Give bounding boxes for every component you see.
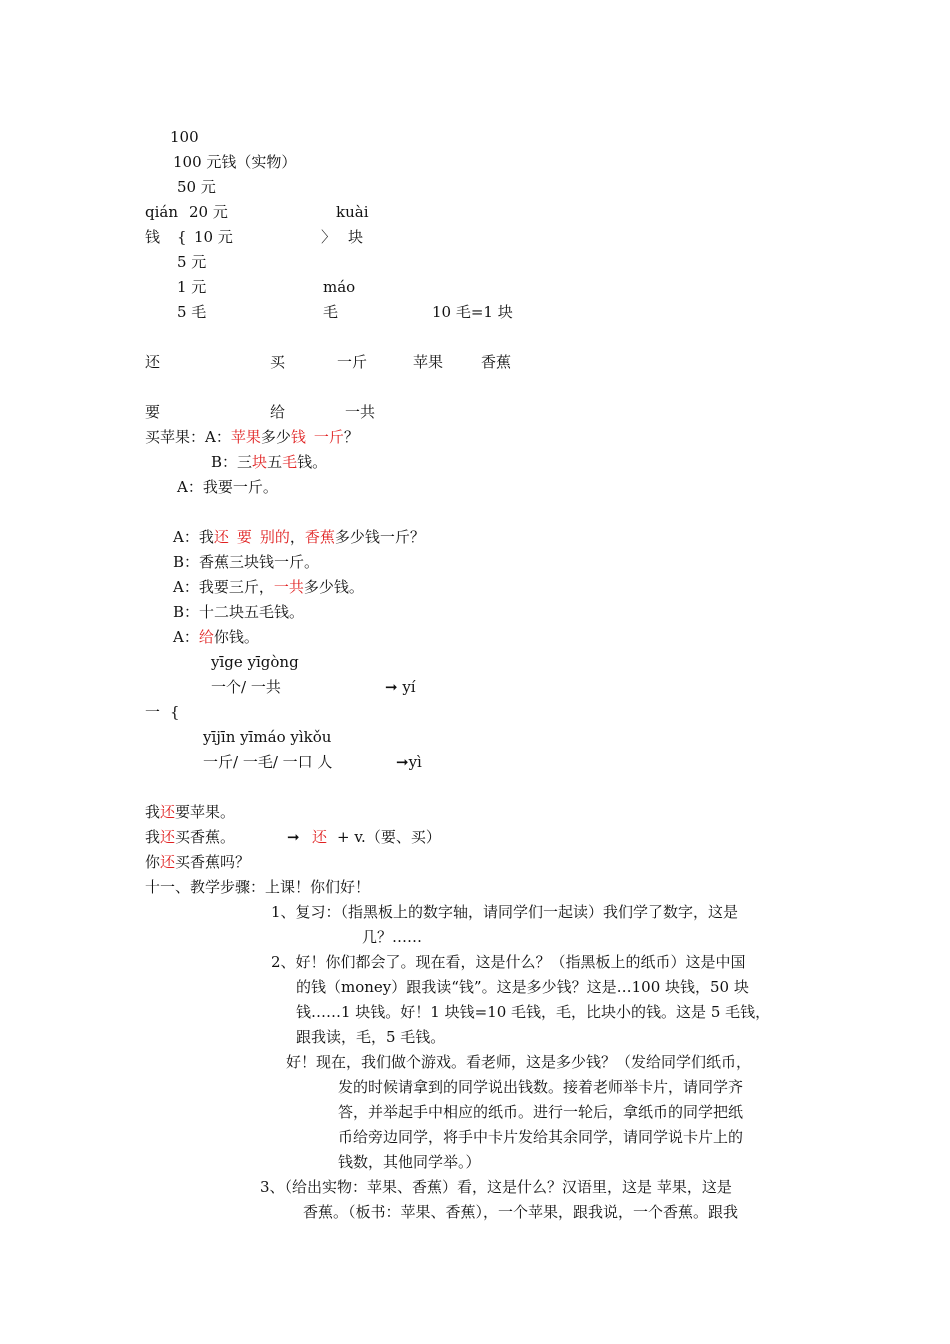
step-2-line: 的钱（money）跟我读“钱”。这是多少钱？这是…100 块钱，50 块 [296, 978, 749, 996]
text: 你 [145, 853, 161, 871]
keyword: 香蕉 [304, 528, 335, 546]
keyword: 块 [252, 453, 268, 471]
speaker: B： [211, 453, 238, 471]
section-heading: 十一、教学步骤：上课！你们好！ [145, 878, 371, 896]
keyword: 毛 [282, 453, 298, 471]
game-line: 答，并举起手中相应的纸币。进行一轮后，拿纸币的同学把纸 [338, 1103, 744, 1121]
chart-20: 20 元 [189, 203, 228, 221]
dialog-line [173, 628, 259, 646]
text: 多少钱。 [303, 578, 364, 596]
keyword: 还 [160, 828, 176, 846]
qian-char: 钱 [145, 228, 161, 246]
vocab-word: 买 [270, 353, 286, 371]
keyword: 一共 [273, 578, 304, 596]
game-line: 发的时候请拿到的同学说出钱数。接着老师举卡片，请同学齐 [338, 1078, 744, 1096]
chart-1: 1 元 [177, 278, 207, 296]
vocab-word: 还 [145, 353, 161, 371]
keyword: 还 [213, 528, 229, 546]
keyword: 还 [160, 853, 176, 871]
keyword: 一斤 [313, 428, 344, 446]
example-sentence [145, 828, 235, 846]
text: 多少钱一斤？ [334, 528, 425, 546]
pattern-line [312, 828, 441, 846]
chart-100-real: 100 元钱（实物） [173, 153, 297, 171]
pinyin-line: yījīn yīmáo yìkǒu [203, 728, 332, 746]
chart-10: 10 元 [194, 228, 233, 246]
keyword: 还 [160, 803, 176, 821]
mao-pinyin: máo [323, 278, 356, 296]
text: 我 [145, 828, 161, 846]
arrow-yi-rising: ➞ yí [385, 678, 416, 696]
step-3-line: 香蕉。（板书：苹果、香蕉），一个苹果，跟我说，一个香蕉。跟我 [303, 1203, 739, 1221]
keyword: 钱 [290, 428, 306, 446]
dialog-line: B：十二块五毛钱。 [173, 603, 305, 621]
chart-5: 5 元 [177, 253, 207, 271]
arrow: ➞ [287, 828, 300, 846]
text: ？ [343, 428, 359, 446]
text: 钱。 [297, 453, 328, 471]
dialog-line [145, 428, 359, 446]
mao-char: 毛 [323, 303, 339, 321]
yi-char: 一 [145, 703, 161, 721]
example-sentence [145, 803, 235, 821]
keyword: 要 [236, 528, 252, 546]
kuai-pinyin: kuài [336, 203, 369, 221]
dialog-label: 买苹果：A： [145, 428, 231, 446]
keyword: 给 [198, 628, 214, 646]
vocab-word: 给 [270, 403, 286, 421]
pattern: + v.（要、买） [337, 828, 441, 846]
brace-left: { [177, 228, 187, 246]
vocab-word: 香蕉 [481, 353, 512, 371]
vocab-word: 要 [145, 403, 161, 421]
kuai-char: 块 [348, 228, 364, 246]
text: 你钱。 [213, 628, 259, 646]
text: 多少 [260, 428, 291, 446]
dialog-line: B：香蕉三块钱一斤。 [173, 553, 320, 571]
pinyin-line: yīge yīgòng [211, 653, 299, 671]
text: A：我要三斤， [173, 578, 274, 596]
text: 三 [237, 453, 253, 471]
brace-right: 〉 [321, 228, 337, 246]
text: 五 [267, 453, 283, 471]
step-1-line: 1、复习：（指黑板上的数字轴，请同学们一起读）我们学了数字，这是 [271, 903, 739, 921]
chart-100: 100 [170, 128, 199, 146]
vocab-word: 一斤 [337, 353, 368, 371]
game-line: 好！现在，我们做个游戏。看老师，这是多少钱？（发给同学们纸币， [286, 1053, 752, 1071]
step-3-line: 3、（给出实物：苹果、香蕉）看，这是什么？汉语里，这是 苹果，这是 [260, 1178, 732, 1196]
chart-50: 50 元 [177, 178, 216, 196]
vocab-word: 苹果 [413, 353, 444, 371]
chars-line: 一斤/ 一毛/ 一口 人 [203, 753, 333, 771]
game-line: 钱数，其他同学举。） [338, 1153, 481, 1171]
text: ， [289, 528, 305, 546]
keyword: 还 [312, 828, 328, 846]
text: 要苹果。 [175, 803, 236, 821]
keyword: 苹果 [230, 428, 261, 446]
text: A： [173, 628, 199, 646]
qian-pinyin: qián [145, 203, 179, 221]
text: 买香蕉。 [175, 828, 236, 846]
keyword: 别的 [259, 528, 290, 546]
text: 买香蕉吗？ [175, 853, 251, 871]
example-sentence [145, 853, 250, 871]
text: A：我 [173, 528, 214, 546]
step-2-line: 钱……1 块钱。好！1 块钱=10 毛钱，毛，比块小的钱。这是 5 毛钱， [296, 1003, 771, 1021]
chars-line: 一个/ 一共 [211, 678, 281, 696]
step-2-line: 2、好！你们都会了。现在看，这是什么？（指黑板上的纸币）这是中国 [271, 953, 746, 971]
vocab-word: 一共 [345, 403, 376, 421]
arrow-yi-falling: ➞yì [396, 753, 422, 771]
game-line: 币给旁边同学，将手中卡片发给其余同学，请同学说卡片上的 [338, 1128, 744, 1146]
brace: { [170, 703, 180, 721]
dialog-line [173, 528, 425, 546]
step-2-line: 跟我读，毛，5 毛钱。 [296, 1028, 446, 1046]
chart-5-mao: 5 毛 [177, 303, 207, 321]
text: 我 [145, 803, 161, 821]
money-rule: 10 毛=1 块 [432, 303, 513, 321]
dialog-line: A：我要一斤。 [177, 478, 278, 496]
step-1-line: 几？…… [362, 928, 423, 946]
dialog-line [173, 578, 364, 596]
dialog-line [211, 453, 327, 471]
